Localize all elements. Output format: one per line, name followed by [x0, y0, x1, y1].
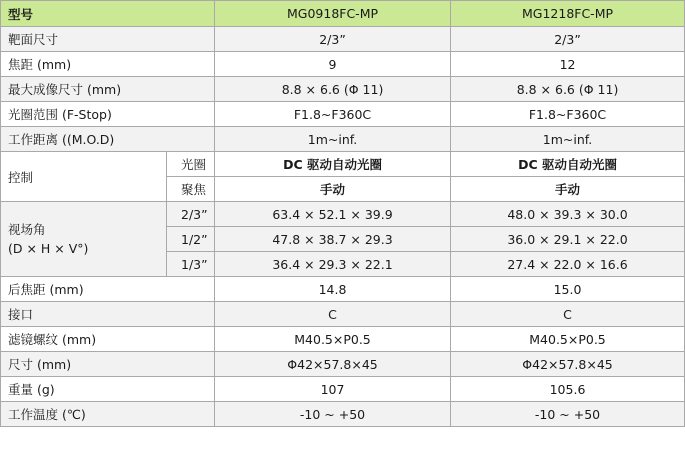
cell-value: 9 — [215, 52, 451, 77]
row-label: 接口 — [1, 302, 215, 327]
row-label: 靶面尺寸 — [1, 27, 215, 52]
header-row — [1, 1, 685, 27]
sub-label-focus: 聚焦 — [167, 177, 215, 202]
cell-value: 2/3” — [215, 27, 451, 52]
row-aperture — [1, 102, 685, 127]
cell-value: 1m~inf. — [451, 127, 685, 152]
row-mount — [1, 302, 685, 327]
row-dims — [1, 352, 685, 377]
row-temp — [1, 402, 685, 427]
row-label: 尺寸 (mm) — [1, 352, 215, 377]
row-label: 最大成像尺寸 (mm) — [1, 77, 215, 102]
cell-value: -10 ~ +50 — [451, 402, 685, 427]
cell-value: 8.8 × 6.6 (Φ 11) — [215, 77, 451, 102]
row-fov-1 — [1, 202, 685, 227]
sub-label-fov: 1/3” — [167, 252, 215, 277]
row-label: 工作温度 (℃) — [1, 402, 215, 427]
cell-value: 1m~inf. — [215, 127, 451, 152]
model-2-name: MG1218FC-MP — [451, 1, 685, 27]
row-label: 重量 (g) — [1, 377, 215, 402]
cell-value: DC 驱动自动光圈 — [215, 152, 451, 177]
sub-label-fov: 2/3” — [167, 202, 215, 227]
row-filter — [1, 327, 685, 352]
cell-value: 36.0 × 29.1 × 22.0 — [451, 227, 685, 252]
cell-value: 63.4 × 52.1 × 39.9 — [215, 202, 451, 227]
cell-value: 手动 — [451, 177, 685, 202]
row-label-control: 控制 — [1, 152, 167, 202]
cell-value: 107 — [215, 377, 451, 402]
cell-value: DC 驱动自动光圈 — [451, 152, 685, 177]
cell-value: Φ42×57.8×45 — [451, 352, 685, 377]
row-label: 后焦距 (mm) — [1, 277, 215, 302]
cell-value: 15.0 — [451, 277, 685, 302]
cell-value: 手动 — [215, 177, 451, 202]
cell-value: 27.4 × 22.0 × 16.6 — [451, 252, 685, 277]
row-maxsize — [1, 77, 685, 102]
cell-value: F1.8~F360C — [215, 102, 451, 127]
header-label: 型号 — [1, 1, 215, 27]
sub-label-iris: 光圈 — [167, 152, 215, 177]
cell-value: 36.4 × 29.3 × 22.1 — [215, 252, 451, 277]
fov-label-line1: 视场角 — [8, 222, 46, 237]
cell-value: 105.6 — [451, 377, 685, 402]
cell-value: 47.8 × 38.7 × 29.3 — [215, 227, 451, 252]
row-bfl — [1, 277, 685, 302]
cell-value: 48.0 × 39.3 × 30.0 — [451, 202, 685, 227]
cell-value: 8.8 × 6.6 (Φ 11) — [451, 77, 685, 102]
row-mod — [1, 127, 685, 152]
row-weight — [1, 377, 685, 402]
cell-value: 2/3” — [451, 27, 685, 52]
cell-value: 14.8 — [215, 277, 451, 302]
cell-value: 12 — [451, 52, 685, 77]
row-control-iris — [1, 152, 685, 177]
sub-label-fov: 1/2” — [167, 227, 215, 252]
cell-value: F1.8~F360C — [451, 102, 685, 127]
cell-value: C — [451, 302, 685, 327]
row-label: 滤镜螺纹 (mm) — [1, 327, 215, 352]
row-label-fov — [1, 202, 167, 277]
row-label: 光圈范围 (F-Stop) — [1, 102, 215, 127]
cell-value: C — [215, 302, 451, 327]
row-label: 工作距离 ((M.O.D) — [1, 127, 215, 152]
cell-value: -10 ~ +50 — [215, 402, 451, 427]
cell-value: M40.5×P0.5 — [451, 327, 685, 352]
row-label: 焦距 (mm) — [1, 52, 215, 77]
row-sensor — [1, 27, 685, 52]
row-focal — [1, 52, 685, 77]
model-1-name: MG0918FC-MP — [215, 1, 451, 27]
fov-label-line2: (D × H × V°) — [8, 241, 89, 256]
cell-value: Φ42×57.8×45 — [215, 352, 451, 377]
cell-value: M40.5×P0.5 — [215, 327, 451, 352]
